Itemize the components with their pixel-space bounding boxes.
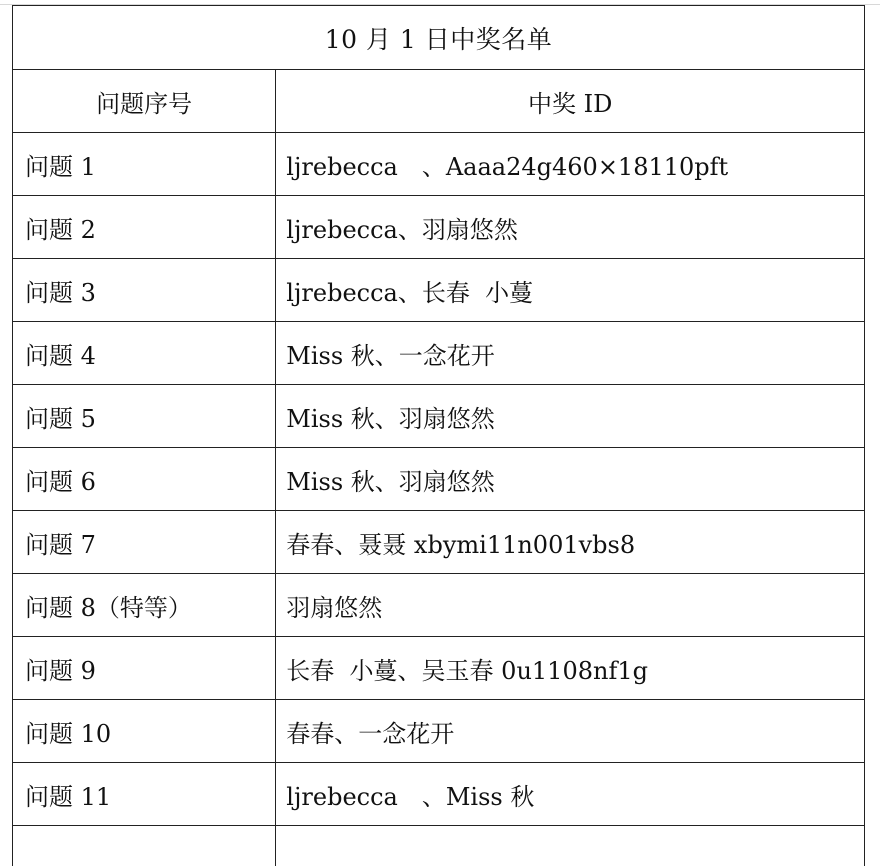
winners-table <box>12 5 865 866</box>
question-cell: 问题 9 <box>13 637 276 700</box>
question-cell: 问题 6 <box>13 448 276 511</box>
header-question-number: 问题序号 <box>13 70 276 133</box>
winners-cell: 长春 小蔓、吴玉春 0u1108nf1g <box>276 637 865 700</box>
table-title-row <box>13 6 865 70</box>
winners-cell: 春春、一念花开 <box>276 700 865 763</box>
question-cell: 问题 8（特等） <box>13 574 276 637</box>
question-cell: 问题 7 <box>13 511 276 574</box>
table-row <box>13 763 865 826</box>
empty-cell <box>276 826 865 866</box>
header-winner-id: 中奖 ID <box>276 70 865 133</box>
table-row <box>13 196 865 259</box>
table-row <box>13 637 865 700</box>
table-row <box>13 574 865 637</box>
winners-cell: Miss 秋、一念花开 <box>276 322 865 385</box>
winners-cell: ljrebecca 、Miss 秋 <box>276 763 865 826</box>
winners-cell: ljrebecca、羽扇悠然 <box>276 196 865 259</box>
question-cell: 问题 5 <box>13 385 276 448</box>
question-cell: 问题 3 <box>13 259 276 322</box>
table-row <box>13 322 865 385</box>
winners-cell: Miss 秋、羽扇悠然 <box>276 385 865 448</box>
table-row <box>13 700 865 763</box>
table-row <box>13 511 865 574</box>
table-header-row <box>13 70 865 133</box>
question-cell: 问题 2 <box>13 196 276 259</box>
winners-cell: Miss 秋、羽扇悠然 <box>276 448 865 511</box>
table-row <box>13 133 865 196</box>
winners-cell: 春春、聂聂 xbymi11n001vbs8 <box>276 511 865 574</box>
question-cell: 问题 1 <box>13 133 276 196</box>
question-cell: 问题 4 <box>13 322 276 385</box>
table-row <box>13 448 865 511</box>
table-row <box>13 259 865 322</box>
question-cell: 问题 11 <box>13 763 276 826</box>
table-title: 10 月 1 日中奖名单 <box>13 6 865 70</box>
question-cell: 问题 10 <box>13 700 276 763</box>
table-row <box>13 385 865 448</box>
winners-cell: 羽扇悠然 <box>276 574 865 637</box>
winners-cell: ljrebecca 、Aaaa24g460×18110pft <box>276 133 865 196</box>
winners-cell: ljrebecca、长春 小蔓 <box>276 259 865 322</box>
empty-cell <box>13 826 276 866</box>
table-row-partial <box>13 826 865 866</box>
